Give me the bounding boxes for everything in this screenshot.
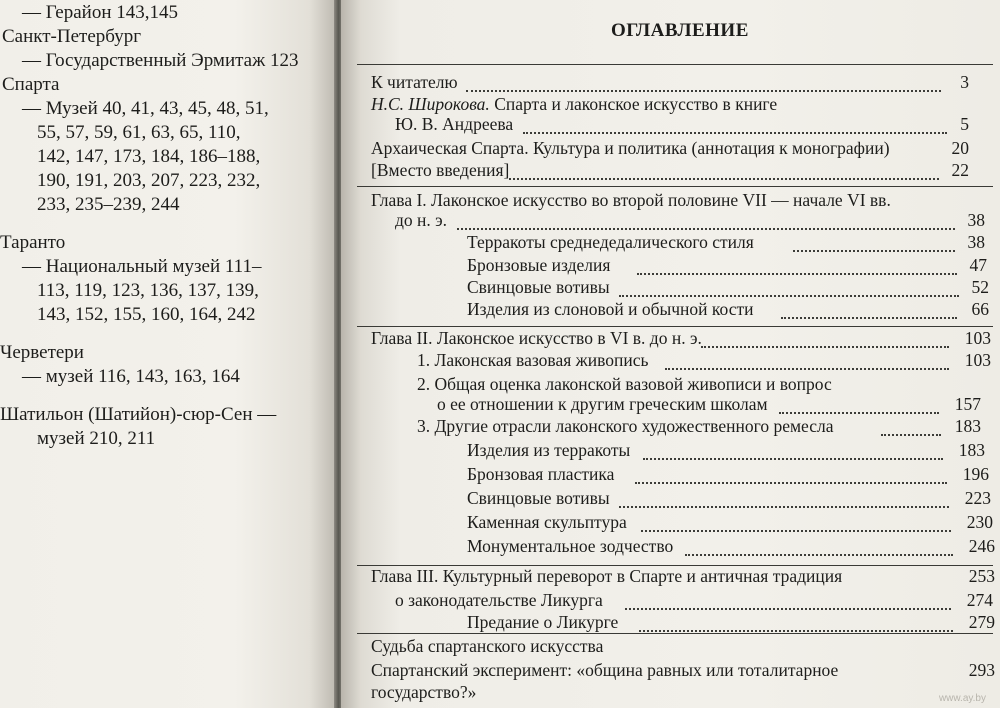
toc-entry-page: 246 (968, 536, 995, 556)
toc-entry[interactable] (341, 255, 1000, 279)
toc-entry-page: 157 (954, 394, 981, 414)
toc-entry-page: 38 (967, 232, 985, 252)
leader-dots (457, 228, 955, 230)
index-line: Шатильон (Шатийон)-сюр-Сен — (0, 404, 277, 425)
toc-entry[interactable] (341, 138, 1000, 162)
index-line: — Музей 40, 41, 43, 45, 48, 51, (22, 98, 269, 119)
toc-entry-label: Архаическая Спарта. Культура и политика (аннотация к монографии) (371, 138, 890, 158)
leader-dots (881, 434, 941, 436)
index-line: 113, 119, 123, 136, 137, 139, (37, 280, 259, 301)
toc-entry[interactable] (341, 114, 1000, 138)
leader-dots (641, 530, 951, 532)
toc-entry-page: 22 (951, 160, 969, 180)
index-line: 55, 57, 59, 61, 63, 65, 110, (37, 122, 241, 143)
toc-entry-page: 47 (969, 255, 987, 275)
toc-entry-page: 183 (954, 416, 981, 436)
leader-dots (523, 132, 947, 134)
toc-entry-page: 52 (971, 277, 989, 297)
index-line: — Национальный музей 111– (22, 256, 262, 277)
leader-dots (619, 295, 959, 297)
divider (357, 186, 993, 187)
toc-entry-line1: Глава III. Культурный переворот в Спарте и античная традиция (371, 566, 843, 586)
toc-entry-page: 196 (962, 464, 989, 484)
leader-dots (665, 368, 949, 370)
toc-entry-label: Каменная скульптура (467, 512, 627, 532)
toc-entry[interactable] (341, 277, 1000, 301)
leader-dots (685, 554, 953, 556)
toc-entry-label: 1. Лаконская вазовая живопись (417, 350, 649, 370)
toc-entry-label: государство?» (371, 682, 477, 702)
toc-entry-page: 20 (951, 138, 969, 158)
toc-entry-label: [Вместо введения] (371, 160, 510, 180)
toc-entry[interactable] (341, 590, 1000, 614)
leader-dots (639, 630, 953, 632)
toc-entry[interactable] (341, 350, 1000, 374)
toc-entry[interactable] (341, 636, 1000, 660)
toc-entry[interactable] (341, 72, 1000, 96)
toc-entry[interactable] (341, 536, 1000, 560)
index-line: Черветери (0, 342, 84, 363)
toc-entry[interactable] (341, 566, 1000, 590)
toc-entry-label: о законодательстве Ликурга (395, 590, 603, 610)
toc-entry-label: Глава II. Лаконское искусство в VI в. до н. э. (371, 328, 702, 348)
toc-entry-label: о ее отношении к другим греческим школам (437, 394, 768, 414)
index-line: Таранто (0, 232, 66, 253)
toc-entry-label: К читателю (371, 72, 458, 92)
toc-entry[interactable] (341, 416, 1000, 440)
toc-entry[interactable] (341, 210, 1000, 234)
toc-entry-label: Бронзовые изделия (467, 255, 611, 275)
toc-entry-page: 274 (966, 590, 993, 610)
toc-entry[interactable] (341, 488, 1000, 512)
divider (357, 64, 993, 65)
divider (357, 326, 993, 327)
toc-entry-page: 3 (960, 72, 969, 92)
leader-dots (781, 317, 957, 319)
leader-dots (619, 506, 949, 508)
toc-entry[interactable] (341, 394, 1000, 418)
toc-entry-page: 183 (958, 440, 985, 460)
toc-entry[interactable] (341, 464, 1000, 488)
toc-entry-page: 103 (964, 328, 991, 348)
toc-entry-label: Свинцовые вотивы (467, 277, 610, 297)
toc-entry-page: 103 (964, 350, 991, 370)
index-line: 143, 152, 155, 160, 164, 242 (37, 304, 256, 325)
toc-entry[interactable] (341, 160, 1000, 184)
leader-dots (701, 346, 949, 348)
toc-entry[interactable] (341, 682, 1000, 706)
index-line: 233, 235–239, 244 (37, 194, 180, 215)
leader-dots (793, 250, 955, 252)
toc-entry-page: 293 (968, 660, 995, 680)
toc-entry-label: Изделия из терракоты (467, 440, 631, 460)
toc-entry[interactable] (341, 660, 1000, 684)
toc-entry-label: 3. Другие отрасли лаконского художественного ремесла (417, 416, 834, 436)
leader-dots (779, 412, 939, 414)
toc-entry-page: 5 (960, 114, 969, 134)
divider (357, 633, 993, 634)
toc-entry-page: 38 (967, 210, 985, 230)
toc-entry-page: 66 (971, 299, 989, 319)
index-page (0, 0, 336, 708)
toc-entry-label: Судьба спартанского искусства (371, 636, 604, 656)
leader-dots (466, 90, 941, 92)
toc-entry-label: Бронзовая пластика (467, 464, 615, 484)
toc-entry-page: 279 (968, 612, 995, 632)
toc-entry-label: Монументальное зодчество (467, 536, 674, 556)
index-line: музей 210, 211 (37, 428, 156, 449)
toc-entry-label: Свинцовые вотивы (467, 488, 610, 508)
watermark: www.ay.by (938, 693, 986, 704)
index-line: 142, 147, 173, 184, 186–188, (37, 146, 261, 167)
index-line: 190, 191, 203, 207, 223, 232, (37, 170, 261, 191)
index-line: Санкт-Петербург (2, 26, 142, 47)
toc-entry[interactable] (341, 512, 1000, 536)
toc-entry-page: 230 (966, 512, 993, 532)
toc-entry-label: Предание о Ликурге (467, 612, 619, 632)
toc-entry-page: 223 (964, 488, 991, 508)
toc-entry-line1: Спартанский эксперимент: «община равных или тоталитарное (371, 660, 839, 680)
leader-dots (637, 273, 957, 275)
toc-entry-author: Н.С. Широкова. (371, 94, 490, 114)
index-line: — Герайон 143,145 (22, 2, 178, 23)
toc-entry-line1: Спарта и лаконское искусство в книге (494, 94, 778, 114)
toc-entry-label: до н. э. (395, 210, 448, 230)
index-line: — музей 116, 143, 163, 164 (22, 366, 240, 387)
toc-entry-page: 253 (968, 566, 995, 586)
toc-entry[interactable] (341, 440, 1000, 464)
toc-entry[interactable] (341, 232, 1000, 256)
toc-entry-line1: Глава I. Лаконское искусство во второй половине VII — начале VI вв. (371, 190, 891, 210)
toc-entry[interactable] (341, 328, 1000, 352)
toc-entry-label: Терракоты среднедедалического стиля (467, 232, 754, 252)
toc-entry[interactable] (341, 299, 1000, 323)
toc-entry-label: Изделия из слоновой и обычной кости (467, 299, 754, 319)
leader-dots (643, 458, 943, 460)
leader-dots (635, 482, 947, 484)
toc-title: ОГЛАВЛЕНИЕ (611, 20, 749, 41)
leader-dots (625, 608, 951, 610)
index-line: Спарта (2, 74, 60, 95)
toc-entry-line1: 2. Общая оценка лаконской вазовой живописи и вопрос (417, 374, 832, 394)
toc-entry-line (371, 94, 777, 115)
toc-page (341, 0, 1000, 708)
toc-entry-label: Ю. В. Андреева (395, 114, 514, 134)
index-line: — Государственный Эрмитаж 123 (22, 50, 299, 71)
leader-dots (509, 178, 939, 180)
